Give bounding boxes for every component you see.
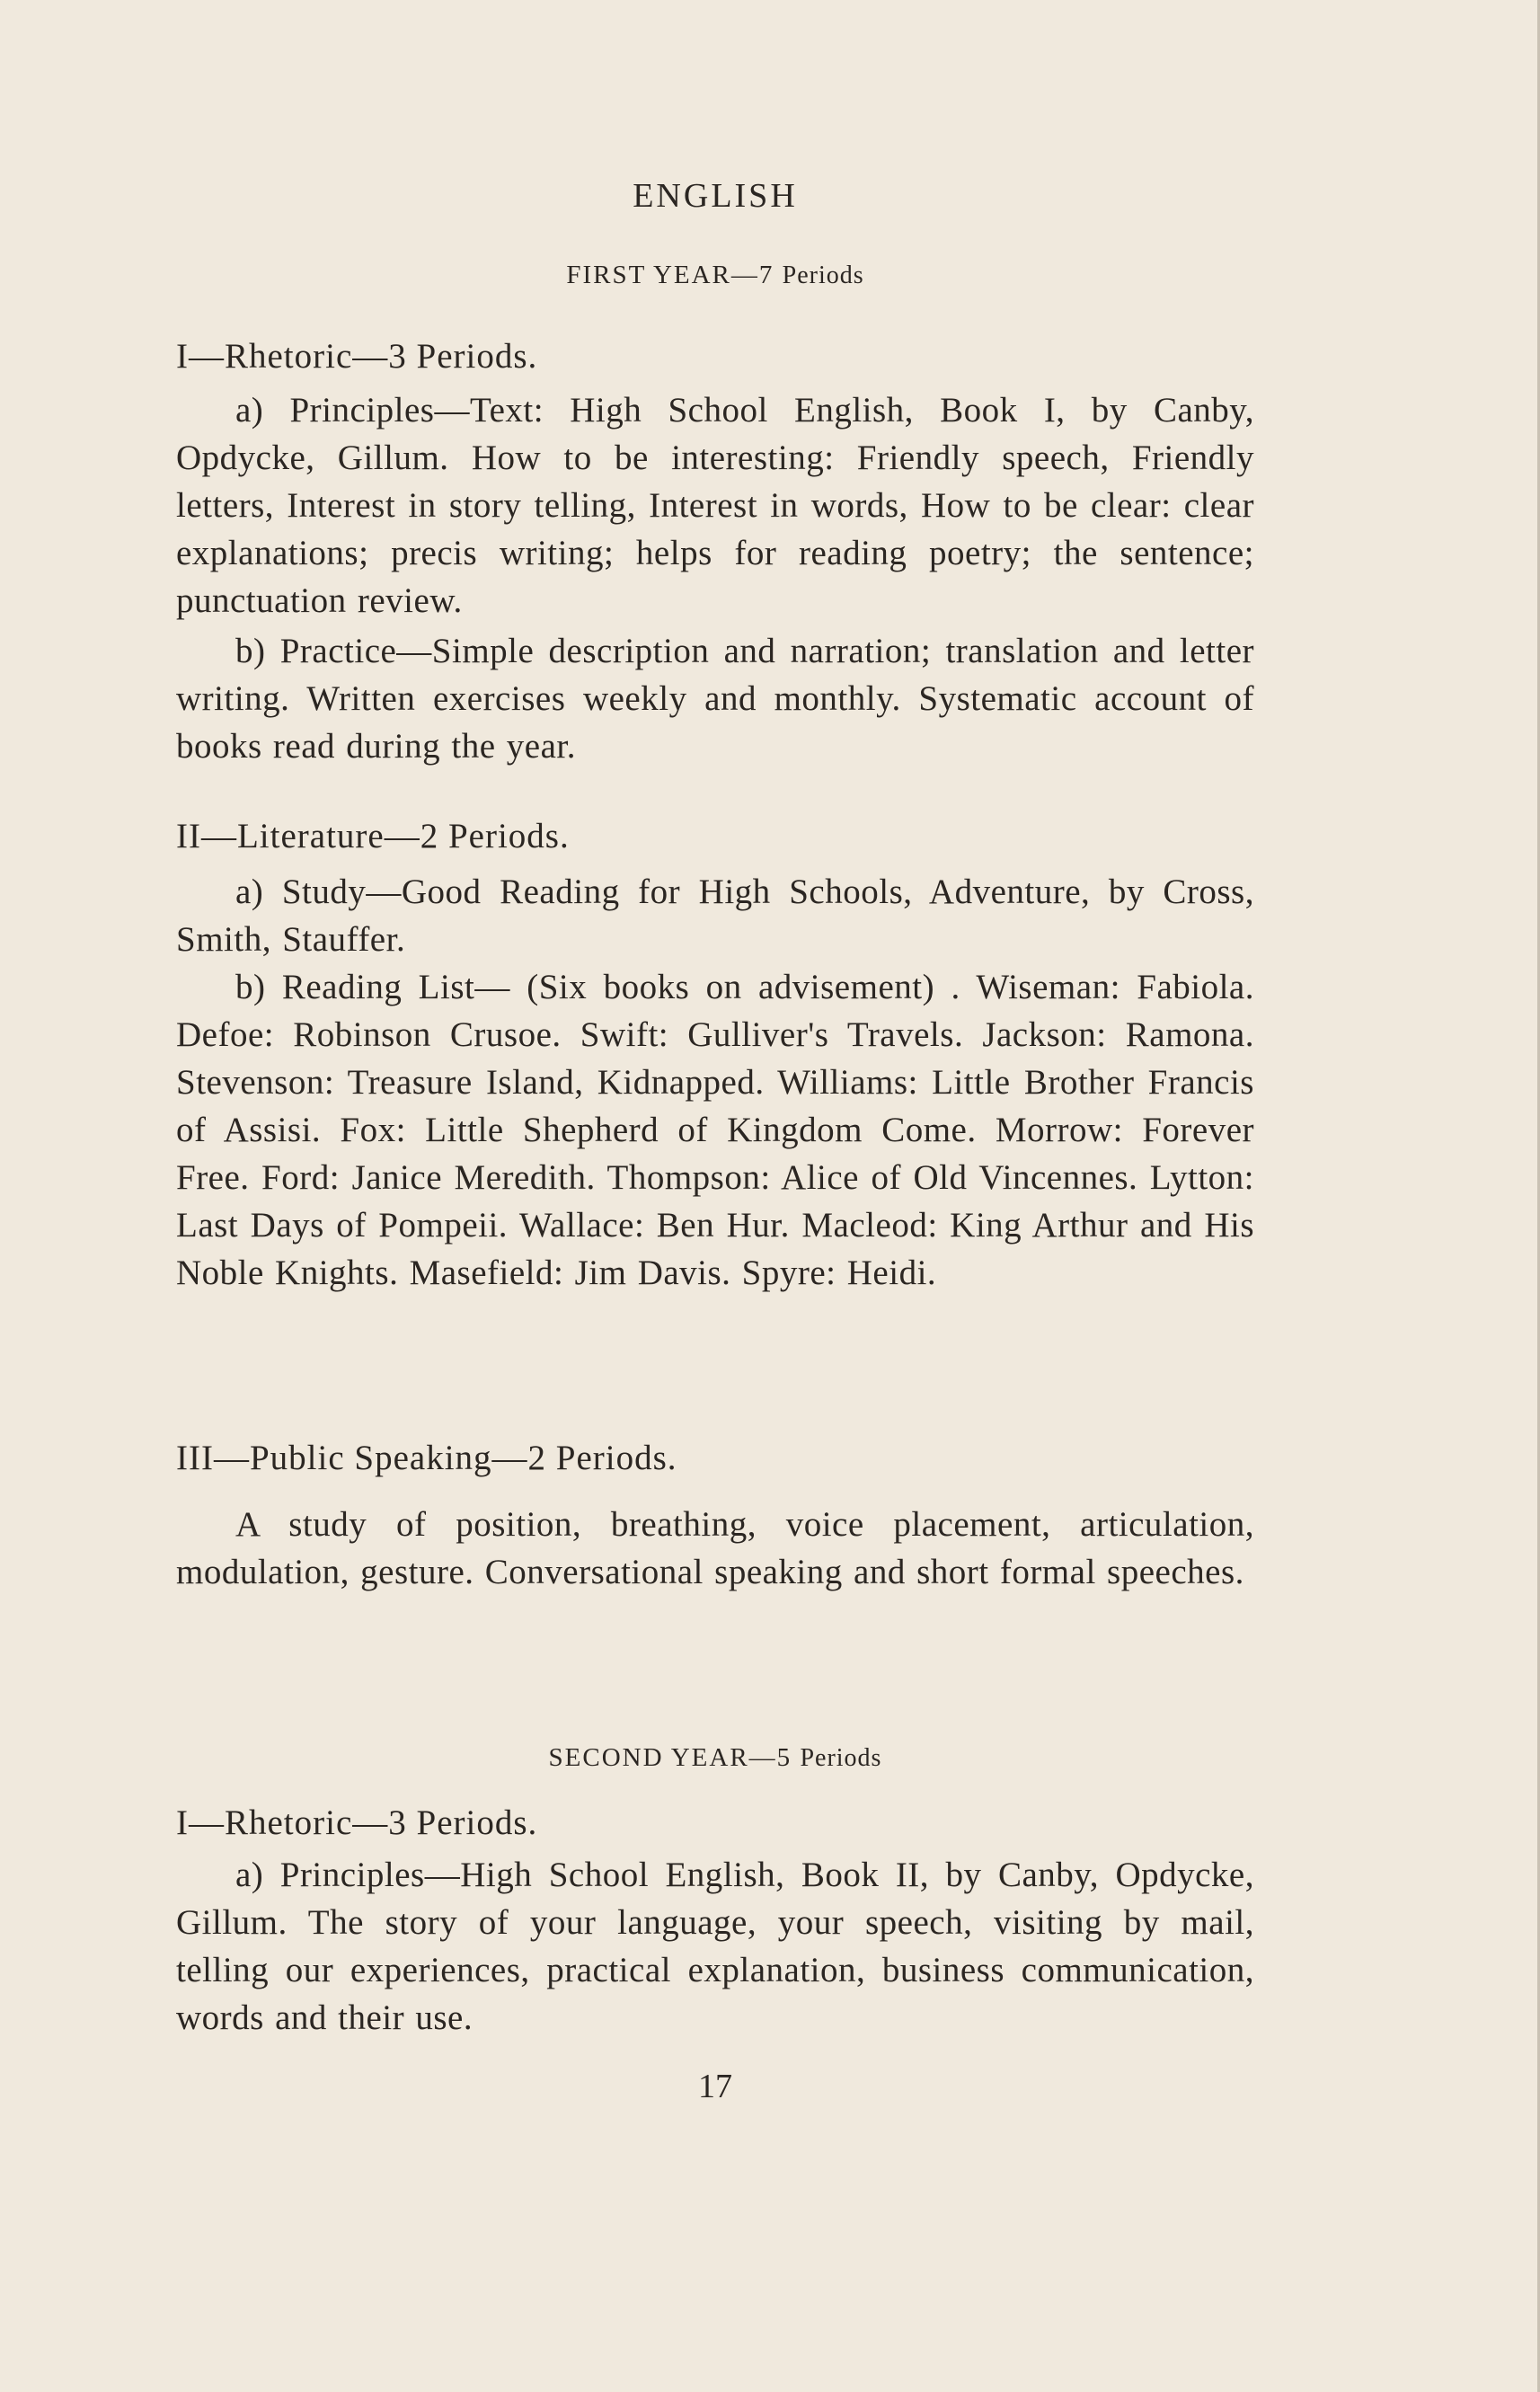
paragraph: a) Principles—High School English, Book II, by Canby, Opdycke, Gillum. The story of your language, your speech, visiting by mail, telling our experiences, practical explanation, business communication, words and their use. [176, 1856, 1254, 2037]
section-title: II—Literature—2 Periods. [176, 817, 570, 855]
section-title: I—Rhetoric—3 Periods. [176, 337, 538, 376]
first-year-heading [176, 261, 1254, 290]
second-year-heading [176, 1743, 1254, 1773]
first-year-periods: Periods [782, 261, 864, 289]
second-year-label: SECOND YEAR—5 [548, 1743, 792, 1772]
page-number: 17 [698, 2068, 732, 2105]
paragraph: a) Principles—Text: High School English, Book I, by Canby, Opdycke, Gillum. How to be interesting: Friendly speech, Friendly letters, Interest in story telling, Interest in words, How to be clear: clear explanations; precis writing; helps for reading poetry; the sentence; punctuation review. [176, 391, 1254, 620]
second-year-periods: Periods [800, 1744, 882, 1772]
paragraph: A study of position, breathing, voice placement, articulation, modulation, gesture. Conversational speaking and short formal speeches. [176, 1505, 1254, 1591]
section-title: I—Rhetoric—3 Periods. [176, 1803, 538, 1842]
paragraph: b) Reading List— (Six books on advisement) . Wiseman: Fabiola. Defoe: Robinson Crusoe. Swift: Gulliver's Travels. Jackson: Ramona. Stevenson: Treasure Island, Kidnapped. Williams: Little Brother Francis of Assisi. Fox: Little Shepherd of Kingdom Come. Morrow: Forever Free. Ford: Janice Meredith. Thompson: Alice of Old Vincennes. Lytton: Last Days of Pompeii. Wallace: Ben Hur. Macleod: King Arthur and His Noble Knights. Masefield: Jim Davis. Spyre: Heidi. [176, 968, 1254, 1292]
page-heading: ENGLISH [633, 177, 798, 215]
section-title: III—Public Speaking—2 Periods. [176, 1439, 677, 1477]
first-year-label: FIRST YEAR—7 [566, 261, 774, 289]
paragraph: b) Practice—Simple description and narration; translation and letter writing. Written exercises weekly and monthly. Systematic account of books read during the year. [176, 632, 1254, 766]
paragraph: a) Study—Good Reading for High Schools, Adventure, by Cross, Smith, Stauffer. [176, 873, 1254, 959]
